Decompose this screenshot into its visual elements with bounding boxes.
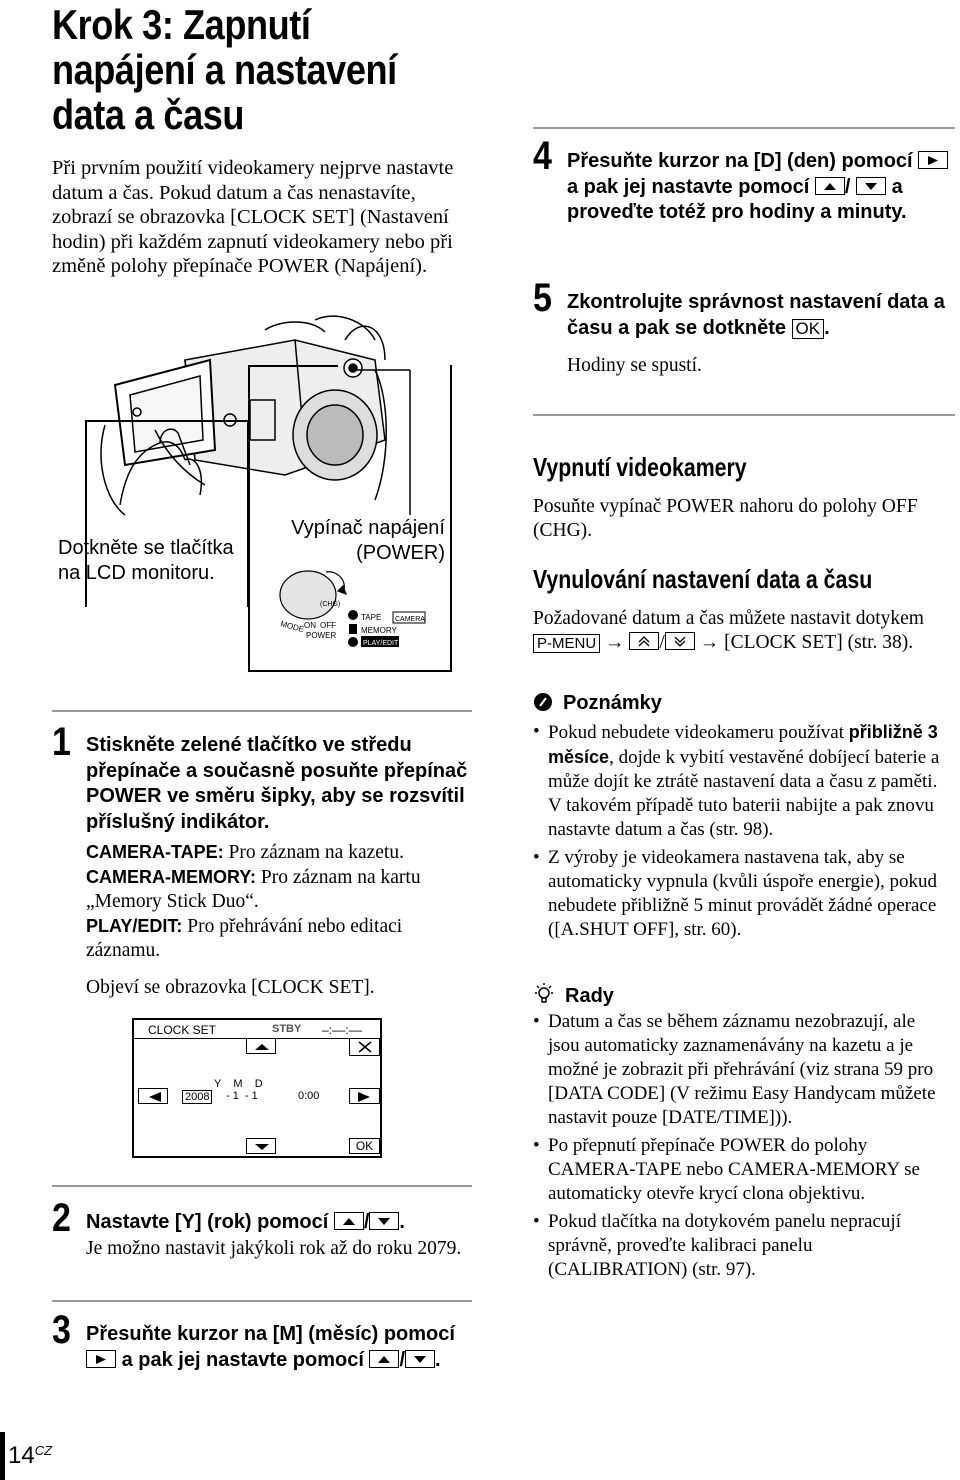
right-key-icon <box>86 1350 116 1368</box>
step1-item: CAMERA-MEMORY: Pro záznam na kartu „Memory Stick Duo“. <box>86 867 421 912</box>
up-key-icon <box>815 177 845 195</box>
lcd-down-button[interactable] <box>246 1138 276 1154</box>
lcd-ymd: Y M D <box>214 1078 263 1090</box>
step1-items <box>86 840 476 963</box>
lcd-close-button[interactable] <box>349 1038 380 1056</box>
step1-item: CAMERA-TAPE: Pro záznam na kazetu. <box>86 842 404 863</box>
lcd-title: CLOCK SET <box>148 1023 217 1037</box>
right-key-icon <box>918 151 948 169</box>
step5-heading: Zkontrolujte správnost nastavení data a času a pak se dotkněte OK . <box>567 291 945 339</box>
notes-list <box>533 720 951 946</box>
lightbulb-icon <box>533 982 555 1006</box>
svg-text:PLAY/EDIT: PLAY/EDIT <box>363 640 399 647</box>
step2-rule <box>52 1185 472 1187</box>
page-number: $14^{CZ}$ <box>8 1442 53 1469</box>
page-up-key-icon <box>629 632 659 650</box>
reset-body: Požadované datum a čas můžete nastavit dotykem P-MENU → / → [CLOCK SET] (str. 38). <box>533 608 924 653</box>
step2-body: Je možno nastavit jakýkoli rok až do roku 2079. <box>86 1238 462 1259</box>
tips-list <box>533 1010 951 1286</box>
arrow-right-icon: → <box>699 632 720 653</box>
step1-item: PLAY/EDIT: Pro přehrávání nebo editaci záznamu. <box>86 916 403 961</box>
notes-header: Poznámky <box>533 692 662 715</box>
step3-heading: Přesuňte kurzor na [M] (měsíc) pomocí a pak jej nastavte pomocí / . <box>86 1323 455 1371</box>
svg-text:MEMORY: MEMORY <box>361 626 397 635</box>
reset-heading: Vynulování nastavení data a času <box>533 564 873 594</box>
step4-heading: Přesuňte kurzor na [D] (den) pomocí a pak jej nastavte pomocí / a proveďte totéž pro hodiny a minuty. <box>567 149 957 226</box>
power-switch-diagram <box>268 560 443 660</box>
lcd-ok-button[interactable]: OK <box>349 1138 380 1154</box>
tips-header: Rady <box>533 982 614 1008</box>
down-key-icon <box>369 1212 399 1230</box>
touch-caption: Dotkněte se tlačítka na LCD monitoru. <box>58 537 234 584</box>
power-callout-top <box>248 365 338 367</box>
step2-number: 2 <box>52 1196 71 1240</box>
note-item: • Pokud nebudete videokameru používat přibližně 3 měsíce, dojde k vybití vestavěné dobíjecí baterie a může dojít ke ztrátě nastavení data a času z paměti. V takovém případě tuto baterii nabijte a pak znovu nastavte datum a čas (str. 98). <box>533 720 951 842</box>
lcd-date-rest[interactable]: - 1 - 1 <box>226 1090 258 1102</box>
page-marker <box>0 1432 5 1480</box>
lcd-year[interactable]: 2008 <box>182 1090 212 1104</box>
page-down-key-icon <box>665 632 695 650</box>
step5-body: Hodiny se spustí. <box>567 355 702 376</box>
lcd-time-top: –:––:–– <box>322 1023 363 1037</box>
tip-item: • Datum a čas se během záznamu nezobrazují, ale jsou automaticky zaznamenávány na kazetu a je možné je zobrazit při přehrávání (viz strana 59 pro [DATA CODE] (V režimu Easy Handycam můžete nastavit pouze [DATE/TIME])). <box>533 1010 951 1130</box>
lcd-left-button[interactable] <box>138 1088 168 1104</box>
step4-rule <box>533 127 955 129</box>
power-caption: Vypínač napájení (POWER) <box>291 517 445 564</box>
svg-text:POWER: POWER <box>306 631 337 640</box>
lcd-right-button[interactable] <box>349 1088 380 1104</box>
lcd-time[interactable]: 0:00 <box>298 1090 320 1102</box>
step1-result: Objeví se obrazovka [CLOCK SET]. <box>86 977 375 998</box>
down-key-icon <box>856 177 886 195</box>
step5-number: 5 <box>533 276 552 320</box>
section-rule <box>533 414 955 416</box>
down-key-icon <box>405 1350 435 1368</box>
step2-heading: Nastavte [Y] (rok) pomocí / . <box>86 1211 405 1233</box>
mode-label: MODE <box>279 619 305 635</box>
clock-set-screen <box>132 1018 382 1158</box>
step3-number: 3 <box>52 1308 71 1352</box>
up-key-icon <box>369 1350 399 1368</box>
note-item: • Z výroby je videokamera nastavena tak, aby se automaticky vypnula (kvůli úspoře energie), pokud nebudete přibližně 5 minut provádět žádné operace ([A.SHUT OFF], str. 60). <box>533 846 951 942</box>
step1-number: 1 <box>52 720 71 764</box>
up-key-icon <box>334 1212 364 1230</box>
svg-text:(CHG): (CHG) <box>320 601 341 608</box>
svg-text:TAPE: TAPE <box>361 613 382 622</box>
page-title: Krok 3: Zapnutí napájení a nastavení data a času <box>52 1 397 138</box>
lcd-up-button[interactable] <box>246 1038 276 1054</box>
lcd-stby: STBY <box>272 1023 302 1035</box>
svg-text:CAMERA: CAMERA <box>395 616 425 623</box>
touch-hand-drawing <box>100 425 240 505</box>
tip-item: • Pokud tlačítka na dotykovém panelu nepracují správně, proveďte kalibraci panelu (CALIBRATION) (str. 97). <box>533 1210 951 1282</box>
svg-text:ON: ON <box>304 621 316 630</box>
step1-heading: Stiskněte zelené tlačítko ve středu přepínače a současně posuňte přepínač POWER ve směru šipky, aby se rozsvítil příslušný indikátor. <box>86 734 468 833</box>
svg-text:OFF: OFF <box>320 621 336 630</box>
notes-icon <box>533 692 553 712</box>
ok-key-icon: OK <box>792 319 825 339</box>
step1-rule <box>52 710 472 712</box>
off-body: Posuňte vypínač POWER nahoru do polohy OFF (CHG). <box>533 496 918 541</box>
arrow-right-icon: → <box>605 632 625 653</box>
pmenu-key-icon: P-MENU <box>533 634 600 653</box>
step4-number: 4 <box>533 134 552 178</box>
tip-item: • Po přepnutí přepínače POWER do polohy CAMERA-TAPE nebo CAMERA-MEMORY se automaticky otevře krycí clona objektivu. <box>533 1134 951 1206</box>
step3-rule <box>52 1300 472 1302</box>
intro-text: Při prvním použití videokamery nejprve nastavte datum a čas. Pokud datum a čas nenastavíte, zobrazí se obrazovka [CLOCK SET] (Nastavení hodin) při každém zapnutí videokamery nebo při změně polohy přepínače POWER (Napájení). <box>52 157 454 277</box>
off-heading: Vypnutí videokamery <box>533 452 747 482</box>
